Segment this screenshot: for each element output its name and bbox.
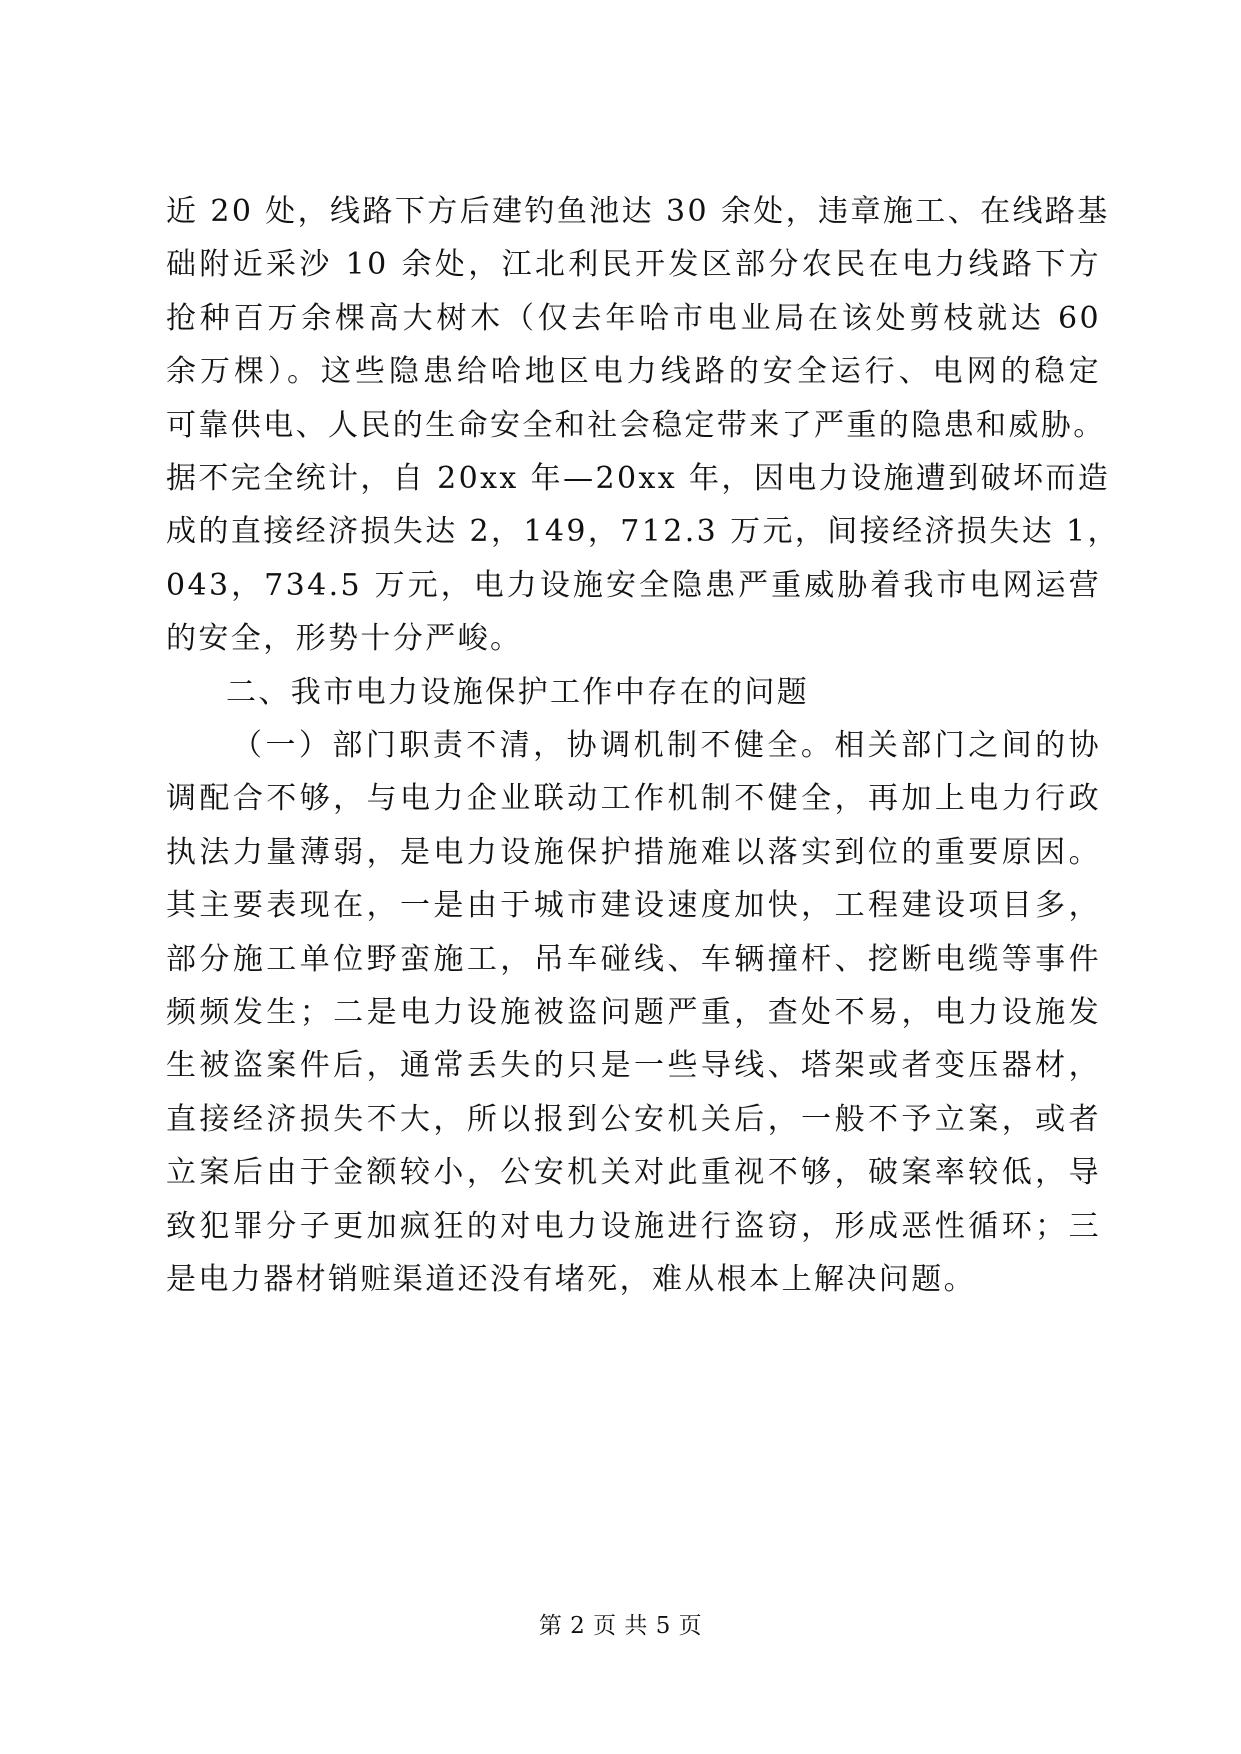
body-text-line: 础附近采沙 10 余处，江北利民开发区部分农民在电力线路下方 [166,247,1101,282]
body-text-line: 致犯罪分子更加疯狂的对电力设施进行盗窃，形成恶性循环；三 [166,1209,1101,1244]
body-text-line: 是电力器材销赃渠道还没有堵死，难从根本上解决问题。 [166,1262,976,1297]
body-text-line: 近 20 处，线路下方后建钓鱼池达 30 余处，违章施工、在线路基 [166,194,1110,229]
section-heading: 二、我市电力设施保护工作中存在的问题 [226,675,810,710]
body-text-line: 043，734.5 万元，电力设施安全隐患严重威胁着我市电网运营 [166,568,1101,603]
body-text-line: 据不完全统计，自 20xx 年—20xx 年，因电力设施遭到破坏而造 [166,461,1111,496]
body-text-line: 频频发生；二是电力设施被盗问题严重，查处不易，电力设施发 [166,995,1101,1030]
body-text-line: 的安全，形势十分严峻。 [166,621,523,656]
body-text-line: 其主要表现在，一是由于城市建设速度加快，工程建设项目多， [166,888,1101,923]
body-text-line: 部分施工单位野蛮施工，吊车碰线、车辆撞杆、挖断电缆等事件 [166,942,1101,977]
body-text-line: 调配合不够，与电力企业联动工作机制不健全，再加上电力行政 [166,781,1101,816]
body-text-line: 可靠供电、人民的生命安全和社会稳定带来了严重的隐患和威胁。 [166,408,1106,443]
body-text-line: 余万棵）。这些隐患给哈地区电力线路的安全运行、电网的稳定 [166,354,1101,389]
body-text-line: 直接经济损失不大，所以报到公安机关后，一般不予立案，或者 [166,1102,1101,1137]
body-text-line: 成的直接经济损失达 2，149，712.3 万元，间接经济损失达 1， [166,514,1120,549]
body-text-line: 立案后由于金额较小，公安机关对此重视不够，破案率较低，导 [166,1155,1101,1190]
page-footer: 第 2 页 共 5 页 [538,1613,703,1639]
body-text-line: （一）部门职责不清，协调机制不健全。相关部门之间的协 [232,728,1101,763]
body-text-line: 抢种百万余棵高大树木（仅去年哈市电业局在该处剪枝就达 60 [166,301,1101,336]
body-text-line: 生被盗案件后，通常丢失的只是一些导线、塔架或者变压器材， [166,1048,1101,1083]
body-text-line: 执法力量薄弱，是电力设施保护措施难以落实到位的重要原因。 [166,835,1101,870]
